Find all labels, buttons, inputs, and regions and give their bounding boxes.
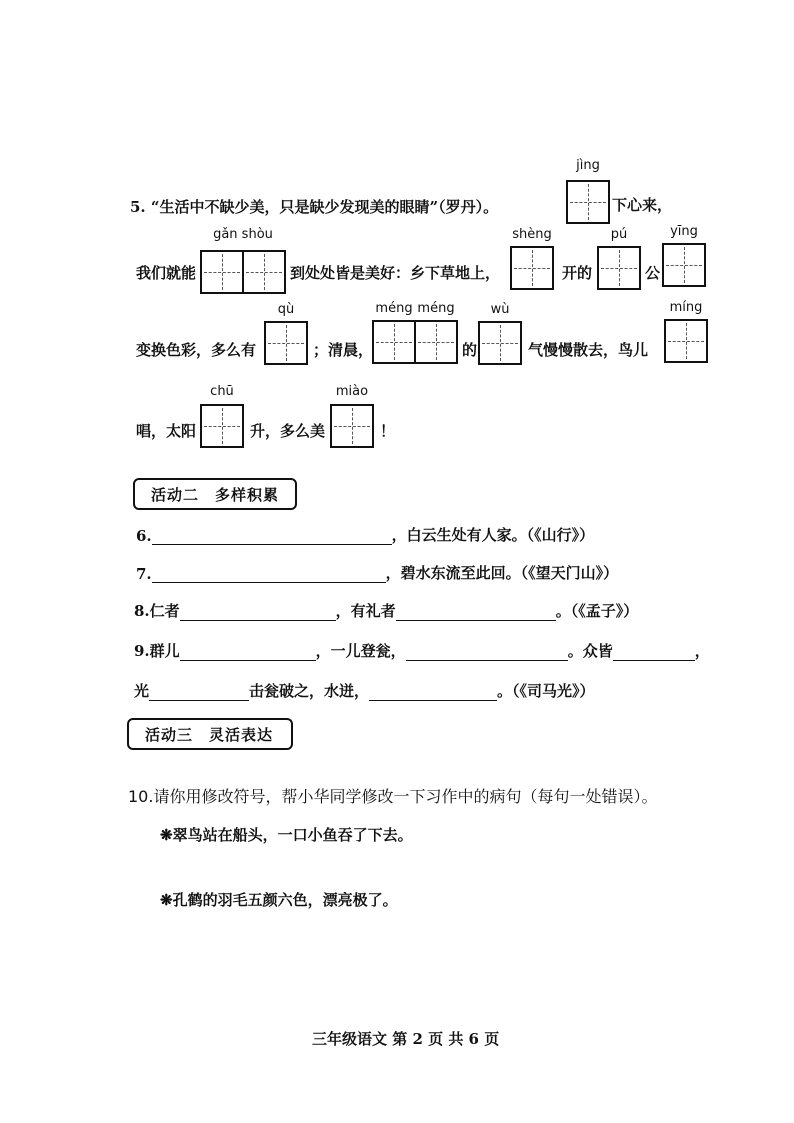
pinyin-sheng: shèng [512,227,552,242]
answer-box-qu[interactable] [264,321,306,365]
answer-box-mengmeng[interactable] [372,320,456,364]
q9-line-1 [134,640,710,661]
q7-line [136,562,618,583]
q8-blank-2[interactable] [396,602,556,621]
q9-line2-start: 光 [134,682,150,700]
answer-box-ming[interactable] [664,319,706,363]
q6-line [136,524,594,545]
q9-blank-4[interactable] [149,682,249,701]
q5-text: 唱，太阳 [136,422,197,440]
pinyin-qu: qù [277,302,295,317]
pinyin-ganshou: gǎn shòu [213,227,273,242]
q9-line-2 [134,680,595,701]
answer-box-sheng[interactable] [510,246,552,290]
q5-text: 开的 [562,264,593,282]
q10-sentence-2[interactable]: ❋孔鹤的羽毛五颜六色，漂亮极了。 [160,891,398,909]
q5-text: 变换色彩，多么有 [136,341,257,359]
q5-text: ；清晨， [313,341,374,359]
q8-end: 。（《孟子》） [555,602,639,620]
q8-blank-1[interactable] [180,602,336,621]
q9-line2-end: 。（《司马光》） [497,682,595,700]
q5-lead: 5. “生活中不缺少美，只是缺少发现美的眼睛”（罗丹）。 [130,198,499,216]
pinyin-pu: pú [610,227,628,242]
q5-text: 下心来， [612,196,673,214]
q5-text: 的 [462,341,478,359]
q8-mid: ，有礼者 [335,602,396,620]
q10-prompt: 10.请你用修改符号，帮小华同学修改一下习作中的病句（每句一处错误）。 [128,787,658,806]
q6-text: ，白云生处有人家。（《山行》） [391,526,595,544]
pinyin-jing: jìng [576,158,600,173]
q6-blank[interactable] [152,526,392,545]
q9-blank-5[interactable] [369,682,497,701]
q5-text: 到处处皆是美好：乡下草地上， [290,264,501,282]
answer-box-pu[interactable] [597,246,639,290]
q9-start: 9.群儿 [134,642,180,660]
q9-blank-3[interactable] [613,642,695,661]
q6-number: 6. [136,527,152,545]
answer-box-jing[interactable] [566,180,608,224]
q7-blank[interactable] [152,564,386,583]
q9-mid2: 。众皆 [567,642,613,660]
q8-line [134,600,638,621]
answer-box-wu[interactable] [478,321,520,365]
q5-text: 气慢慢散去，鸟儿 [528,341,649,359]
q9-end1: ， [694,642,710,660]
q7-text: ，碧水东流至此回。（《望天门山》） [385,564,619,582]
section-heading-2: 活动二 多样积累 [133,478,297,510]
q5-text: 升，多么美 [250,422,326,440]
pinyin-ying: yīng [670,224,698,239]
page-footer: 三年级语文 第 2 页 共 6 页 [312,1030,500,1048]
section-heading-3: 活动三 灵活表达 [127,718,293,750]
q8-start: 8.仁者 [134,602,180,620]
q9-mid1: ，一儿登瓮， [315,642,406,660]
q7-number: 7. [136,565,152,583]
pinyin-meng1: méng [375,301,413,316]
q10-sentence-1[interactable]: ❋翠鸟站在船头，一口小鱼吞了下去。 [160,826,413,844]
answer-box-ying[interactable] [662,243,704,287]
q9-blank-2[interactable] [406,642,568,661]
q5-text: 公 [645,264,661,282]
q5-text: ！ [380,422,396,440]
q9-blank-1[interactable] [180,642,316,661]
answer-box-miao[interactable] [330,404,372,448]
answer-box-chu[interactable] [200,404,242,448]
answer-box-ganshou[interactable] [200,250,284,294]
pinyin-chu: chū [210,384,234,399]
q5-text: 我们就能 [136,264,197,282]
pinyin-wu: wù [490,302,510,317]
q9-line2-mid: 击瓮破之，水迸， [249,682,370,700]
pinyin-meng2: méng [417,301,455,316]
pinyin-miao: miào [335,384,369,399]
pinyin-ming: míng [669,300,703,315]
